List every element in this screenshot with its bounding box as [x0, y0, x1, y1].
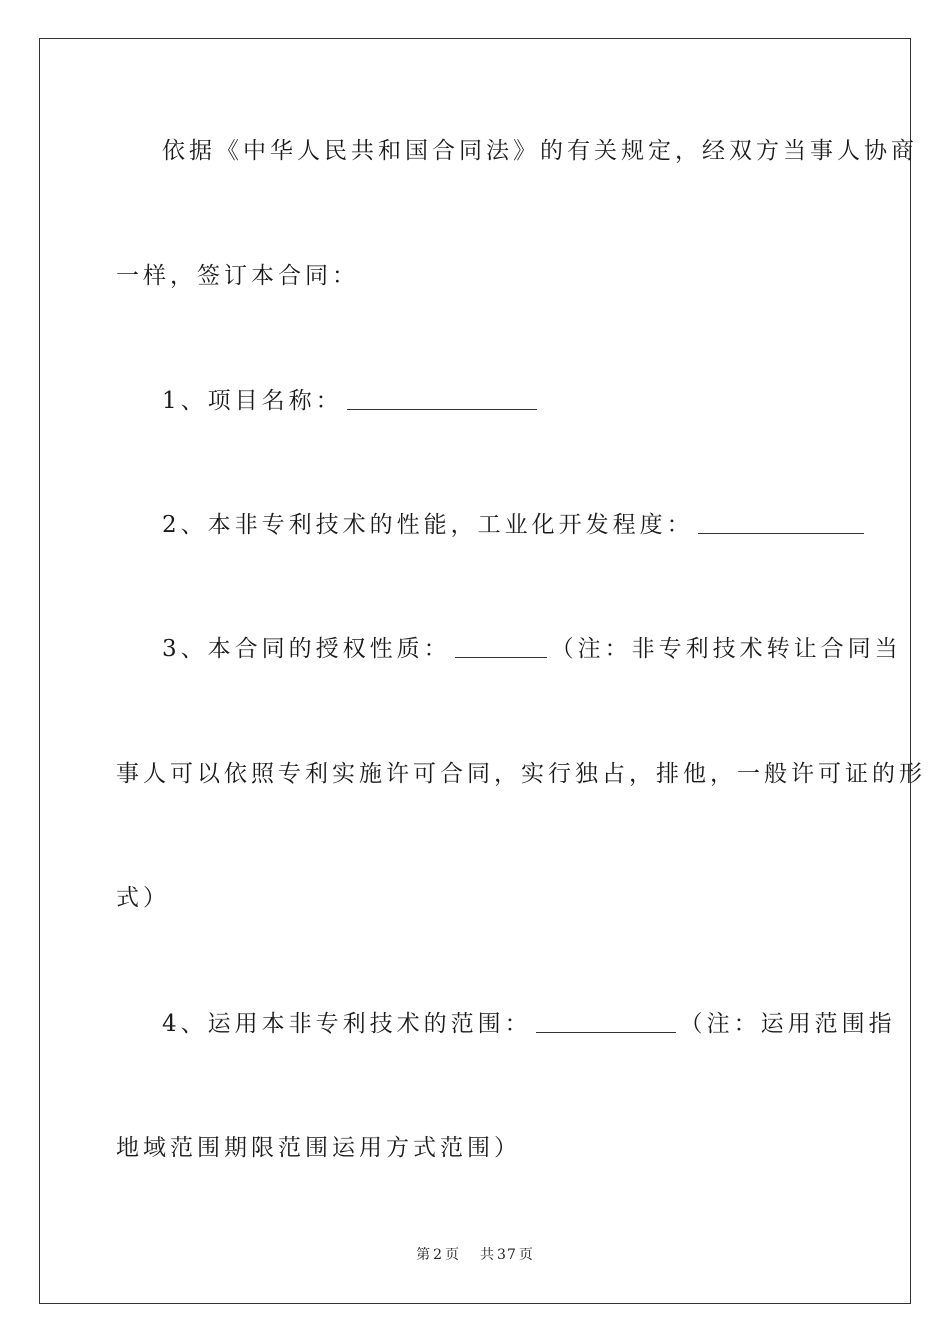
clause-4-line-2: 地域范围期限范围运用方式范围） [116, 1135, 521, 1161]
page-suffix: 页 [445, 1247, 461, 1263]
total-suffix: 页 [518, 1247, 534, 1263]
clause-4-label: 4、运用本非专利技术的范围： [162, 1011, 532, 1037]
total-prefix: 共 [480, 1247, 496, 1263]
page-number: 2 [433, 1247, 444, 1263]
page-prefix: 第 [416, 1247, 432, 1263]
clause-2 [162, 510, 882, 540]
clause-3-note: （注：非专利技术转让合同当 [550, 636, 902, 662]
clause-4-line-1 [162, 1009, 896, 1039]
authorization-nature-blank[interactable] [455, 637, 547, 658]
clause-3-label: 3、本合同的授权性质： [162, 636, 451, 662]
clause-1 [162, 386, 882, 416]
clause-3-line-1 [162, 634, 902, 664]
clause-2-label: 2、本非专利技术的性能，工业化开发程度： [162, 512, 694, 538]
page-footer [0, 1244, 950, 1264]
project-name-blank[interactable] [347, 389, 537, 410]
development-level-blank[interactable] [698, 513, 864, 534]
paragraph-intro-line-2: 一样，签订本合同： [116, 263, 359, 289]
clause-3-line-3: 式） [116, 885, 170, 911]
clause-1-label: 1、项目名称： [162, 388, 343, 414]
total-pages: 37 [497, 1247, 517, 1263]
usage-scope-blank[interactable] [536, 1012, 676, 1033]
clause-4-note: （注：运用范围指 [679, 1011, 896, 1037]
page-border [39, 38, 926, 1304]
paragraph-intro-line-1: 依据《中华人民共和国合同法》的有关规定，经双方当事人协商 [162, 138, 918, 164]
clause-3-line-2: 事人可以依照专利实施许可合同，实行独占，排他，一般许可证的形 [116, 761, 926, 787]
